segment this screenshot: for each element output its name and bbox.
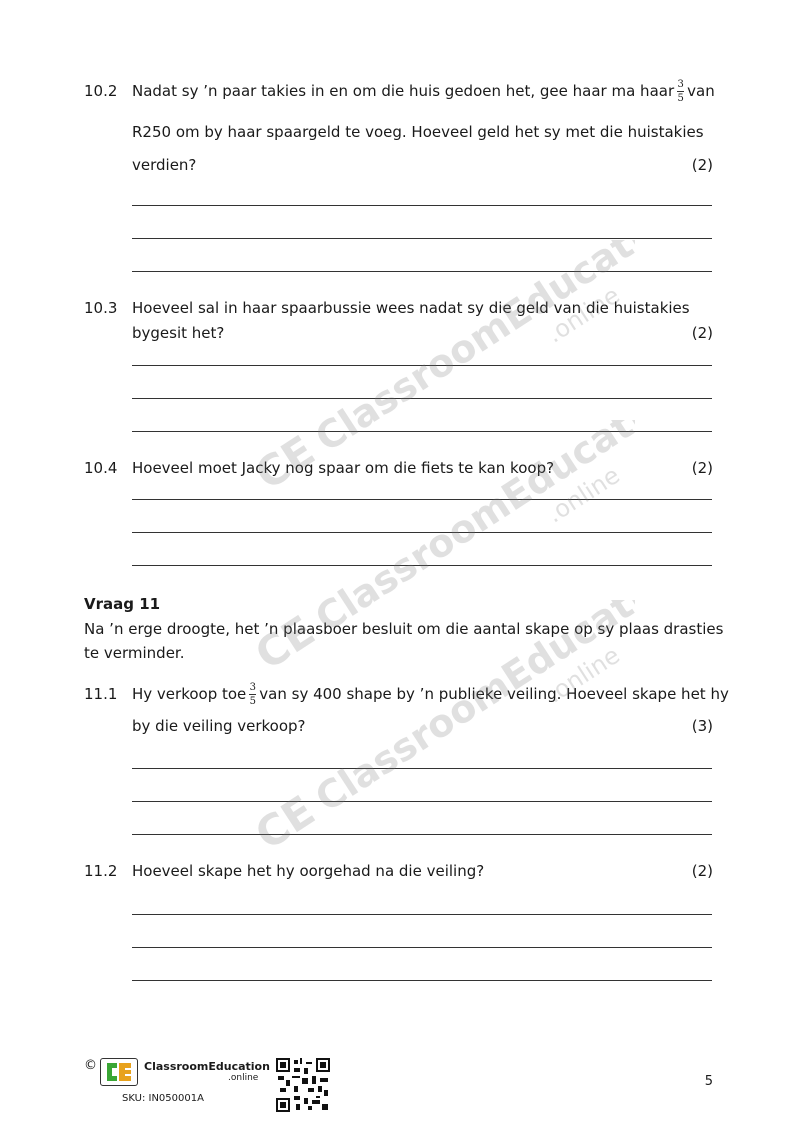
marks: (2) (691, 324, 713, 342)
question-10-2-line3: verdien? (132, 156, 197, 174)
intro-line1: Na ’n erge droogte, het ’n plaasboer besluit om die aantal skape op sy plaas drasties (84, 620, 724, 638)
question-11-2-line1: Hoeveel skape het hy oorgehad na die veiling? (132, 862, 485, 880)
question-10-3-line2: bygesit het? (132, 324, 225, 342)
answer-line[interactable] (132, 914, 712, 915)
fraction-three-fifths: $\frac{3}{5}$ (249, 682, 256, 707)
question-text: van (687, 82, 715, 100)
answer-line[interactable] (132, 238, 712, 239)
question-number: 10.4 (84, 459, 118, 477)
question-10-3-line1: Hoeveel sal in haar spaarbussie wees nadat sy die geld van die huistakies (132, 299, 690, 317)
fraction-three-fifths: $\frac{3}{5}$ (677, 79, 684, 104)
question-10-4-line1: Hoeveel moet Jacky nog spaar om die fiets te kan koop? (132, 459, 555, 477)
answer-line[interactable] (132, 398, 712, 399)
answer-line[interactable] (132, 565, 712, 566)
question-number: 10.3 (84, 299, 118, 317)
watermark-brand: ClassroomEducation (307, 600, 635, 821)
question-text: Hy verkoop toe (132, 685, 247, 703)
footer-brand-suffix: .online (228, 1073, 259, 1083)
watermark-logo: CE (246, 605, 324, 680)
section-heading: Vraag 11 (84, 595, 161, 613)
marks: (2) (691, 862, 713, 880)
answer-line[interactable] (132, 980, 712, 981)
sku-text: SKU: IN050001A (122, 1093, 204, 1104)
answer-line[interactable] (132, 271, 712, 272)
watermark-logo: CE (246, 425, 324, 500)
answer-line[interactable] (132, 365, 712, 366)
question-number: 10.2 (84, 82, 118, 100)
watermark-brand: ClassroomEducation (307, 240, 635, 461)
marks: (2) (691, 156, 713, 174)
answer-line[interactable] (132, 532, 712, 533)
answer-line[interactable] (132, 205, 712, 206)
watermark (175, 600, 635, 900)
question-number: 11.2 (84, 862, 118, 880)
marks: (2) (691, 459, 713, 477)
watermark-suffix: .online (541, 281, 625, 349)
answer-line[interactable] (132, 768, 712, 769)
marks: (3) (691, 717, 713, 735)
question-number: 11.1 (84, 685, 118, 703)
question-text: Nadat sy ’n paar takies in en om die huis gedoen het, gee haar ma haar (132, 82, 675, 100)
page-number: 5 (704, 1074, 713, 1089)
answer-line[interactable] (132, 834, 712, 835)
answer-line[interactable] (132, 431, 712, 432)
intro-line2: te verminder. (84, 644, 185, 662)
question-11-1-line2: by die veiling verkoop? (132, 717, 306, 735)
copyright-symbol: © (84, 1058, 97, 1073)
watermark-brand: ClassroomEducation (307, 420, 635, 641)
watermark-suffix: .online (541, 641, 625, 709)
brand-logo (100, 1058, 138, 1086)
watermark-suffix: .online (541, 461, 625, 529)
watermark-logo: CE (246, 785, 324, 860)
answer-line[interactable] (132, 499, 712, 500)
answer-line[interactable] (132, 947, 712, 948)
question-text: van sy 400 shape by ’n publieke veiling. Hoeveel skape het hy (259, 685, 729, 703)
question-11-1-line1 (132, 676, 729, 712)
question-10-2-line2: R250 om by haar spaargeld te voeg. Hoeveel geld het sy met die huistakies (132, 123, 704, 141)
qr-code-icon (276, 1058, 330, 1112)
question-10-2-line1 (132, 74, 714, 108)
footer-brand: ClassroomEducation (144, 1060, 270, 1073)
answer-line[interactable] (132, 801, 712, 802)
watermark (175, 240, 635, 540)
